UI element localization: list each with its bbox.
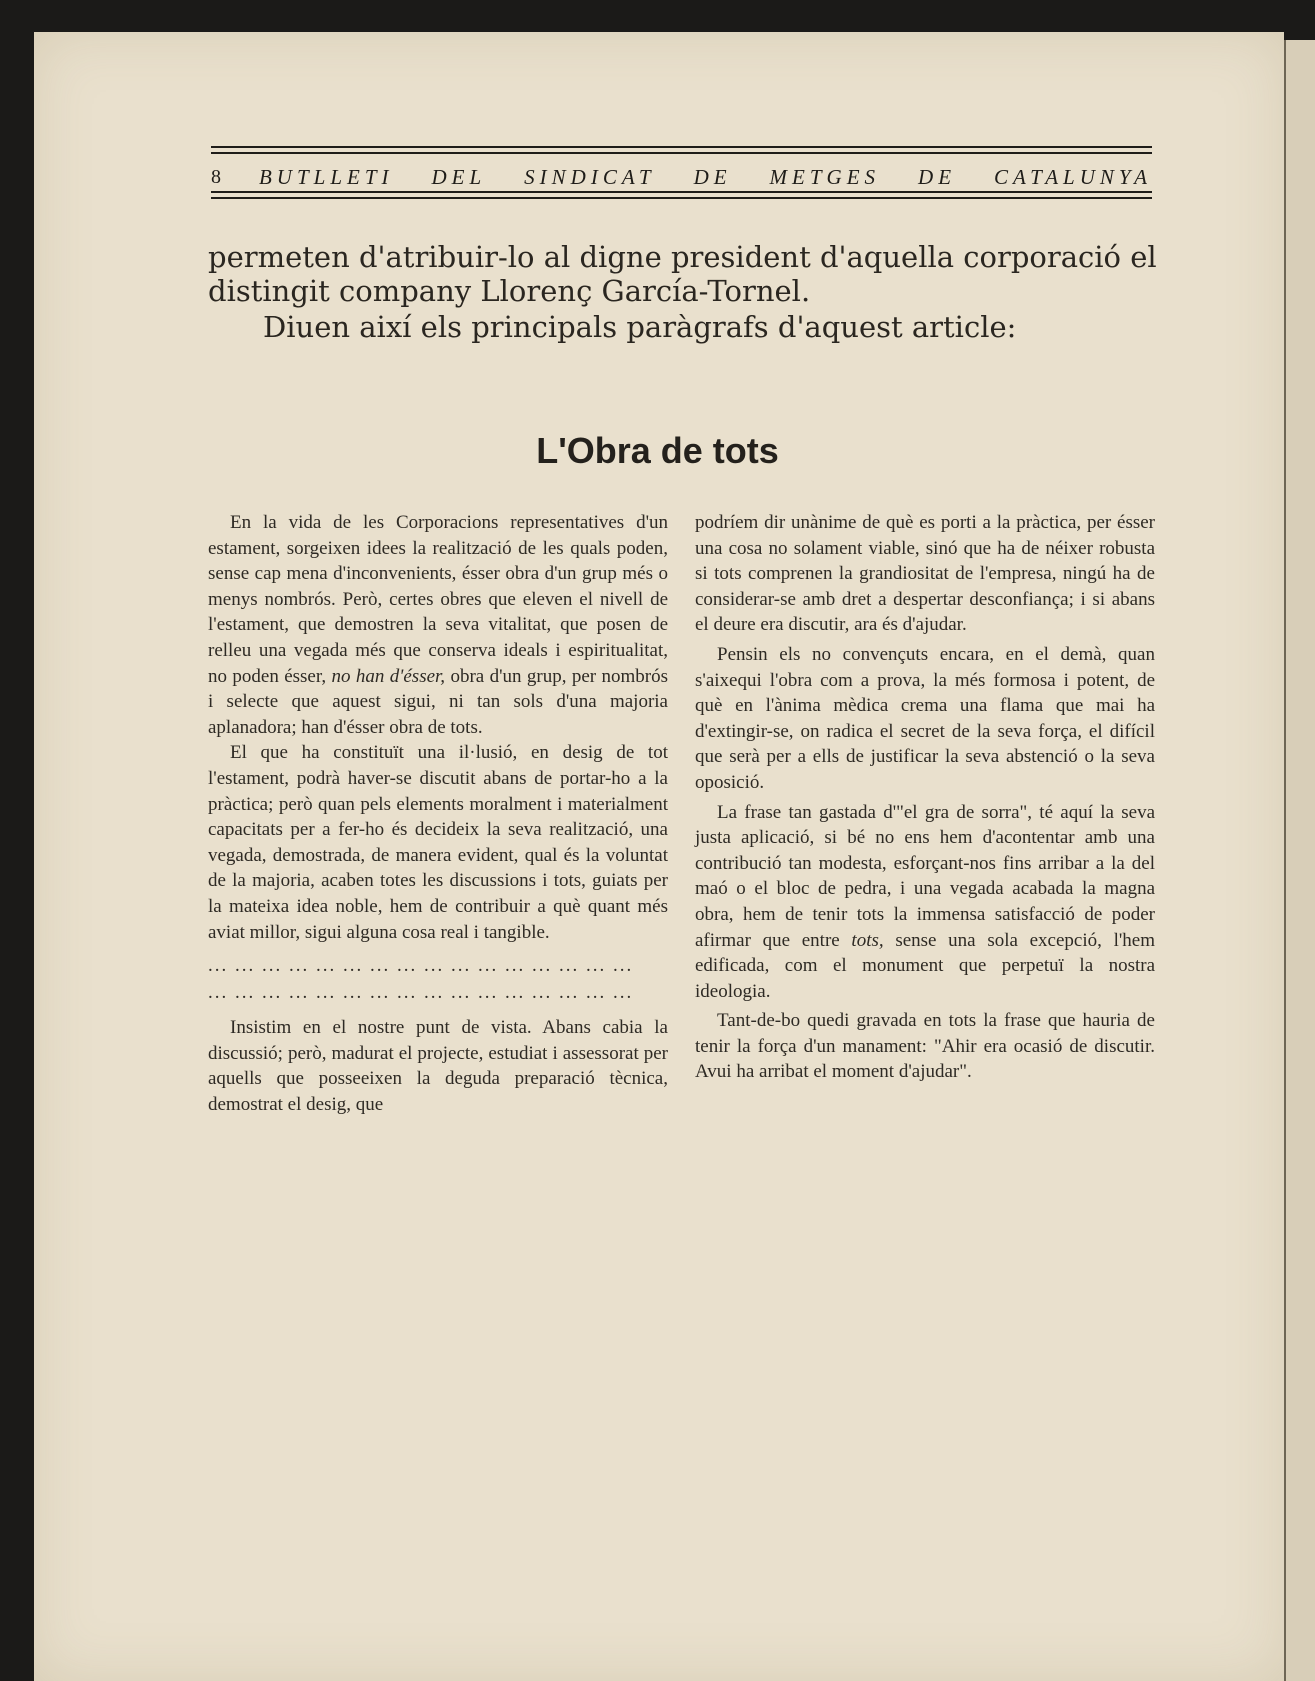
- header-word: DEL: [431, 164, 487, 189]
- paragraph: Tant-de-bo quedi gravada en tots la frase que hauria de tenir la força d'un manament: "Ahir era ocasió de discutir. Avui ha arribat el moment d'ajudar".: [695, 1010, 1155, 1083]
- header-rule-bottom: [211, 191, 1152, 203]
- intro-line-2: distingit company Llorenç García-Tornel.: [208, 274, 811, 308]
- paragraph: La frase tan gastada d'"el gra de sorra", té aquí la seva justa aplicació, si bé no ens hem d'acontentar amb una contribució tan modesta, esforçant-nos fins arribar a la del maó o el bloc de pedra, i una vegada acabada la magna obra, hem de tenir tots la immensa satisfacció de poder afirmar que entre tots, sense una sola excepció, l'hem edificada, com el monument que perpetuï la nostra ideologia.: [695, 801, 1155, 1002]
- paragraph: En la vida de les Corporacions representatives d'un estament, sorgeixen idees la realització de les quals poden, sense cap mena d'inconvenients, ésser obra d'un grup més o menys nombrós. Però, certes obres que eleven el nivell de l'estament, que demostren la seva vitalitat, que posen de relleu una vegada més que conserva ideals i espiritualitat, no poden ésser, no han d'ésser, obra d'un grup, per nombrós i selecte que aquest sigui, ni tan sols d'una majoria aplanadora; han d'ésser obra de tots.: [208, 512, 668, 738]
- header-rule-top: [211, 146, 1152, 158]
- header-word: BUTLLETI: [258, 164, 394, 189]
- paragraph: podríem dir unànime de què es porti a la pràctica, per ésser una cosa no solament viable, sinó que ha de néixer robusta si tots comprenen la grandiositat de l'empresa, ningú ha de considerar-se amb dret a despertar desconfiança; i si abans el deure era discutir, ara és d'ajudar.: [695, 512, 1155, 636]
- header-word: SINDICAT: [524, 164, 656, 189]
- emphasis: no han d'ésser,: [331, 665, 446, 687]
- header-word: DE: [693, 164, 732, 189]
- ellipsis-line: ... ... ... ... ... ... ... ... ... ... ... ... ... ... ... ...: [208, 955, 634, 977]
- intro-line-1: permeten d'atribuir-lo al digne president d'aquella corporació el: [208, 240, 1157, 274]
- article-title: L'Obra de tots: [536, 430, 779, 471]
- adjacent-page-edge: [1284, 40, 1315, 1681]
- paragraph: El que ha constituït una il·lusió, en desig de tot l'estament, podrà haver-se discutit abans de portar-ho a la pràctica; però quan pels elements moralment i materialment capacitats per a fer-ho és decideix la seva realització, una vegada, demostrada, de manera evident, qual és la voluntat de la majoria, acaben totes les discussions i tots, guiats per la mateixa idea noble, hem de contribuir a què quant més aviat millor, sigui alguna cosa real i tangible.: [208, 742, 668, 943]
- intro-line-3: Diuen així els principals paràgrafs d'aquest article:: [263, 310, 1017, 344]
- paragraph: Pensin els no convençuts encara, en el demà, quan s'aixequi l'obra com a prova, la més formosa i potent, de què en l'ànima mèdica crema una flama que mai ha d'extingir-se, on radica el secret de la seva força, el difícil que serà per a ells de justificar la seva abstenció o la seva oposició.: [695, 643, 1155, 793]
- header-word: DE: [918, 164, 957, 189]
- running-header: [211, 164, 1152, 190]
- left-column: [208, 510, 668, 1117]
- ellipsis-line: ... ... ... ... ... ... ... ... ... ... ... ... ... ... ... ...: [208, 982, 634, 1004]
- paragraph: Insistim en el nostre punt de vista. Abans cabia la discussió; però, madurat el projecte, estudiat i assessorat per aquells que posseeixen la deguda preparació tècnica, demostrat el desig, que: [208, 1017, 668, 1115]
- emphasis: tots,: [851, 929, 884, 951]
- right-column: [695, 510, 1155, 1085]
- page-number: 8: [211, 165, 221, 188]
- header-word: CATALUNYA: [994, 164, 1152, 189]
- header-word: METGES: [769, 164, 881, 189]
